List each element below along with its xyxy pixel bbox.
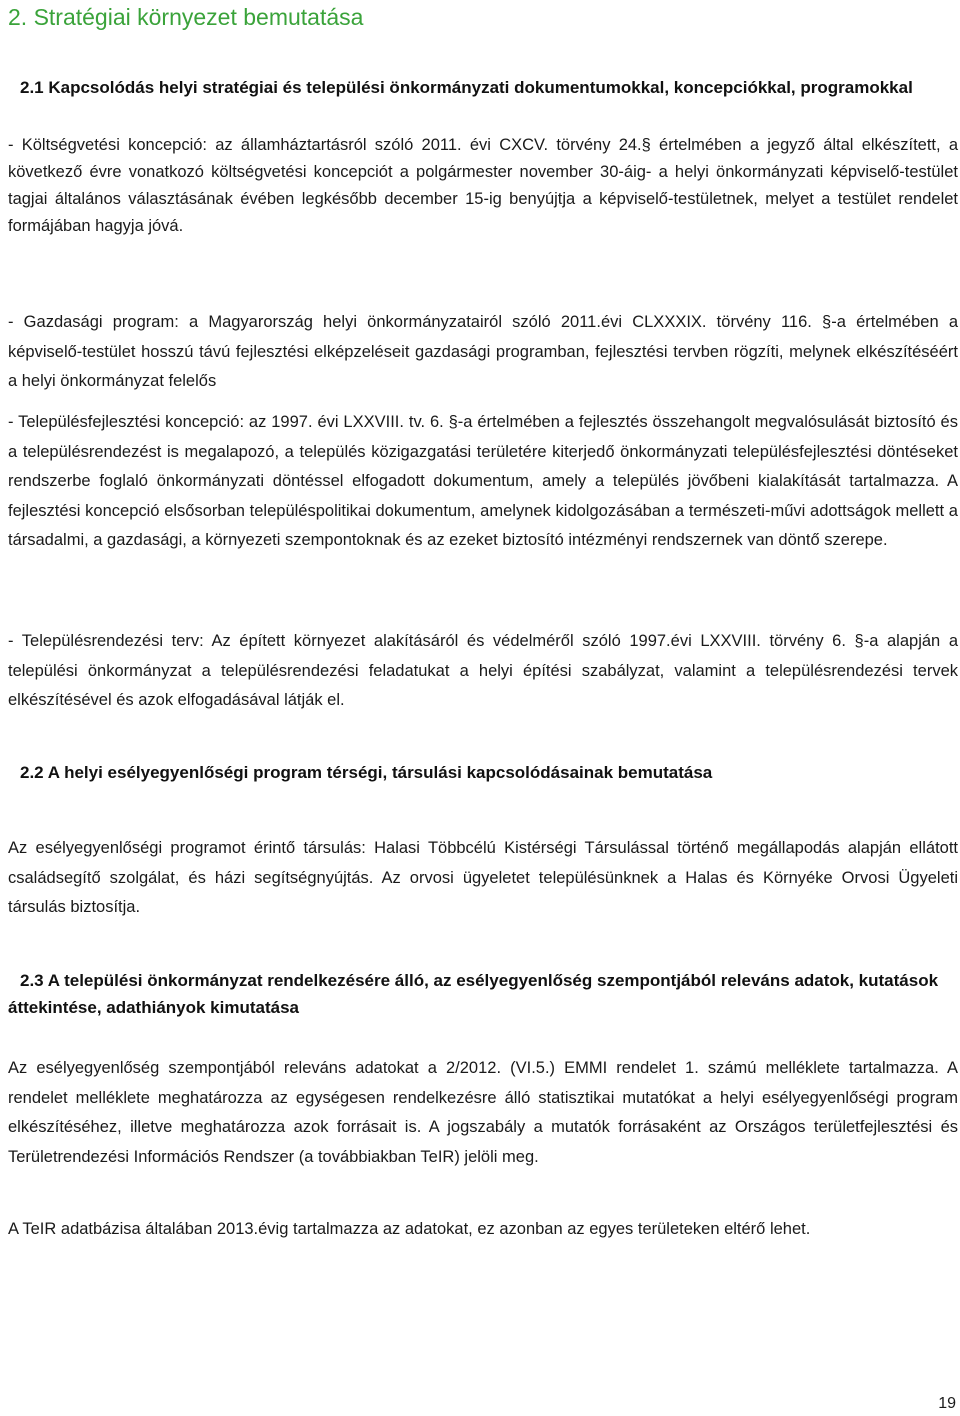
paragraph-teir-database: A TeIR adatbázisa általában 2013.évig tartalmazza az adatokat, ez azonban az egyes területeken eltérő lehet. bbox=[8, 1220, 811, 1238]
paragraph-zoning-plan: - Településrendezési terv: Az épített környezet alakításáról és védelméről szóló 1997.évi LXXVIII. törvény 6. §-a alapján a települési önkormányzat a településrendezési feladatukat a helyi építési szabályzat, valamint a településrendezési tervek elkészítésével és azok elfogadásával látják el. bbox=[8, 632, 958, 709]
paragraph-budget-concept: - Költségvetési koncepció: az államháztartásról szóló 2011. évi CXCV. törvény 24.§ értelmében a jegyző által elkészített, a következő évre vonatkozó költségvetési koncepciót a polgármester november 30-áig- a helyi önkormányzati képviselő-testület tagjai általános választásának évében legkésőbb december 15-ig benyújtja a képviselő-testületnek, melyet a testület rendelet formájában hagyja jóvá. bbox=[8, 136, 958, 235]
section-title: 2. Stratégiai környezet bemutatása bbox=[8, 4, 364, 30]
paragraph-development-concept: - Településfejlesztési koncepció: az 1997. évi LXXVIII. tv. 6. §-a értelmében a fejlesztés összehangolt megvalósulását biztosító és a településrendezést is megalapozó, a település közigazgatási területére kiterjedő önkormányzati településfejlesztési döntéseket rendszerbe foglaló önkormányzati döntéssel elfogadott dokumentum, amely a település jövőbeni kialakítását tartalmazza. A fejlesztési koncepció elsősorban településpolitikai dokumentum, amelynek kidolgozásában a természeti-művi adottságok mellett a társadalmi, a gazdasági, a környezeti szempontoknak és az ezeket biztosító intézményi rendszernek van döntő szerepe. bbox=[8, 413, 958, 549]
paragraph-association: Az esélyegyenlőségi programot érintő társulás: Halasi Többcélú Kistérségi Társulással történő megállapodás alapján ellátott családsegítő szolgálat, és házi segítségnyújtás. Az orvosi ügyeletet településünknek a Halas és Környéke Orvosi Ügyeleti társulás biztosítja. bbox=[8, 839, 958, 916]
subsection-heading-2-1: 2.1 Kapcsolódás helyi stratégiai és települési önkormányzati dokumentumokkal, koncepciókkal, programokkal bbox=[20, 78, 913, 97]
subsection-heading-2-3: 2.3 A települési önkormányzat rendelkezésére álló, az esélyegyenlőség szempontjából releváns adatok, kutatások áttekintése, adathiányok kimutatása bbox=[8, 971, 939, 1017]
subsection-heading-2-2: 2.2 A helyi esélyegyenlőségi program térségi, társulási kapcsolódásainak bemutatása bbox=[20, 763, 713, 782]
paragraph-relevant-data: Az esélyegyenlőség szempontjából releváns adatokat a 2/2012. (VI.5.) EMMI rendelet 1. számú melléklete tartalmazza. A rendelet melléklete meghatározza az egységesen rendelkezésre álló statisztikai mutatókat a helyi esélyegyenlőségi program elkészítéséhez, illetve meghatározza azok forrásait is. A jogszabály a mutatók forrásaként az Országos területfejlesztési és Területrendezési Információs Rendszer (a továbbiakban TeIR) jelöli meg. bbox=[8, 1059, 958, 1166]
paragraph-economic-program: - Gazdasági program: a Magyarország helyi önkormányzatairól szóló 2011.évi CLXXXIX. törvény 116. §-a értelmében a képviselő-testület hosszú távú fejlesztési elképzeléseit gazdasági programban, fejlesztési tervben rögzíti, melynek elkészítéséért a helyi önkormányzat felelős bbox=[8, 313, 958, 390]
page-number: 19 bbox=[938, 1395, 956, 1412]
